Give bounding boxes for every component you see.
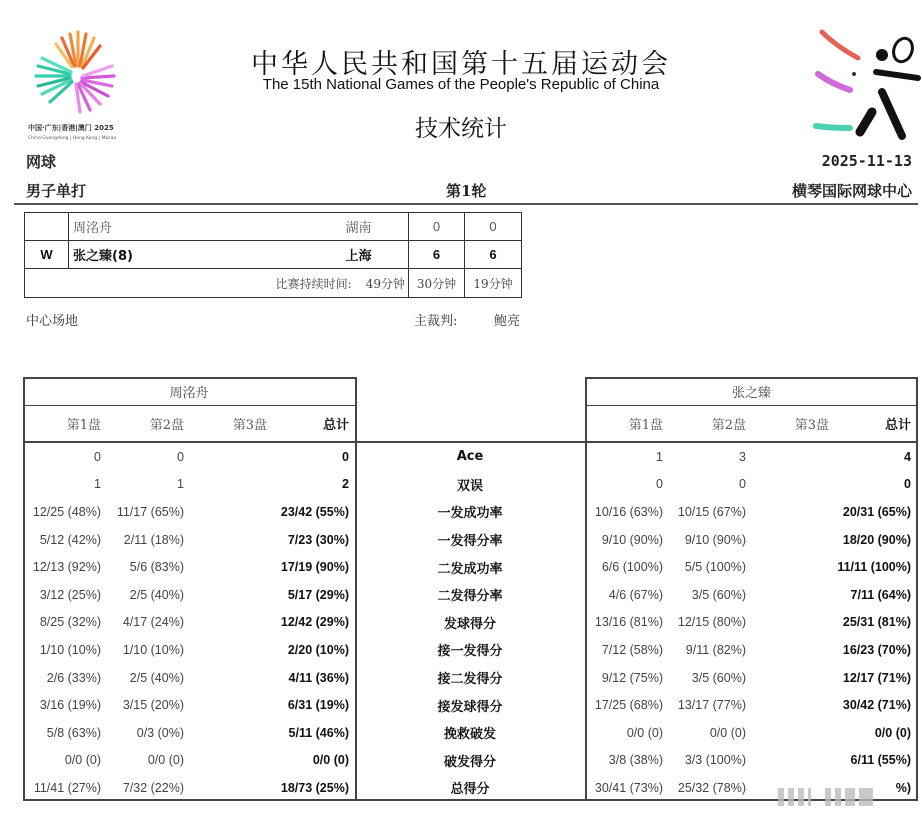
stat-label: 一发成功率 <box>437 506 503 522</box>
stat-total: 18/73 (25%) <box>280 780 349 795</box>
column-header: 第3盘 <box>794 417 829 433</box>
stat-label: 接二发得分 <box>437 672 503 688</box>
stat-label-row <box>355 581 585 609</box>
stat-row-left <box>23 774 355 802</box>
stat-set-value: 3/5 (60%) <box>691 670 746 685</box>
match-date: 2025-11-13 <box>821 152 912 170</box>
stat-row-right <box>585 691 918 719</box>
stat-total: 20/31 (65%) <box>842 504 911 519</box>
stat-label: 接发球得分 <box>437 699 503 715</box>
stat-label-row <box>355 747 585 775</box>
stat-row-left <box>23 553 355 581</box>
stat-total: 23/42 (55%) <box>280 504 349 519</box>
player-team: 湖南 <box>309 213 409 240</box>
stat-set-value: 0/0 (0) <box>147 753 184 768</box>
duration-label: 比赛持续时间: <box>275 276 352 291</box>
stat-total: 6/31 (19%) <box>287 698 349 713</box>
stat-set-value: 7/12 (58%) <box>601 642 663 657</box>
scoreboard-duration-row <box>25 269 521 297</box>
round-name: 第1轮 <box>446 182 487 200</box>
stat-label: 发球得分 <box>443 616 496 632</box>
stat-label-row <box>355 719 585 747</box>
stat-set-value: 12/25 (48%) <box>32 504 101 519</box>
duration-label-cell <box>25 269 409 297</box>
stat-row-left <box>23 719 355 747</box>
stat-set-value: 1 <box>656 449 663 464</box>
stat-set-value: 4/6 (67%) <box>608 587 663 602</box>
stat-set-value: 10/16 (63%) <box>594 504 663 519</box>
stat-set-value: 3 <box>739 449 746 464</box>
stat-row-right <box>585 609 918 637</box>
duration-total: 49分钟 <box>365 276 405 291</box>
stat-set-value: 3/16 (19%) <box>39 698 101 713</box>
stat-row-left <box>23 498 355 526</box>
stat-set-value: 2/11 (18%) <box>123 532 184 547</box>
stat-row-left <box>23 471 355 499</box>
stat-row-right <box>585 747 918 775</box>
stat-set-value: 13/17 (77%) <box>677 698 746 713</box>
stat-label-row <box>355 774 585 802</box>
player-team: 上海 <box>309 241 409 268</box>
stat-label: 一发得分率 <box>437 534 503 550</box>
stat-label-row <box>355 609 585 637</box>
stat-row-right <box>585 553 918 581</box>
stat-set-value: 3/5 (60%) <box>691 587 746 602</box>
stat-total: 2 <box>342 477 349 492</box>
stat-total: 5/11 (46%) <box>288 725 349 740</box>
stat-set-value: 0 <box>94 449 101 464</box>
stat-set-value: 1/10 (10%) <box>39 642 101 657</box>
stat-row-left <box>23 443 355 471</box>
stat-total: 12/17 (71%) <box>842 670 911 685</box>
stat-set-value: 11/41 (27%) <box>33 780 101 795</box>
set-score: 6 <box>489 247 497 262</box>
column-header: 第2盘 <box>149 417 184 433</box>
stat-set-value: 0/0 (0) <box>64 753 101 768</box>
stat-set-value: 9/11 (82%) <box>685 642 746 657</box>
stat-set-value: 3/3 (100%) <box>684 753 746 768</box>
stat-label-row <box>355 498 585 526</box>
stat-set-value: 17/25 (68%) <box>594 698 663 713</box>
svg-text:China·Guangdong | Hong Kong |: China·Guangdong | Hong Kong | Macao <box>28 136 117 141</box>
winner-mark <box>25 213 69 240</box>
stat-row-left <box>23 609 355 637</box>
stat-total: 7/23 (30%) <box>287 532 349 547</box>
stat-total: 6/11 (55%) <box>850 753 911 768</box>
left-player-stats <box>23 443 355 802</box>
stat-row-right <box>585 719 918 747</box>
stat-set-value: 0/0 (0) <box>709 725 746 740</box>
winner-mark: W <box>25 241 69 268</box>
stat-set-value: 1 <box>94 477 101 492</box>
stat-row-right <box>585 581 918 609</box>
stat-row-left <box>23 747 355 775</box>
stat-total: 18/20 (90%) <box>842 532 911 547</box>
stat-set-value: 1/10 (10%) <box>122 642 184 657</box>
stat-total: 17/19 (90%) <box>280 560 349 575</box>
column-header: 第3盘 <box>232 417 267 433</box>
set-score: 6 <box>409 241 465 268</box>
stat-total: 12/42 (29%) <box>280 615 349 630</box>
stat-row-left <box>23 664 355 692</box>
stat-set-value: 2/5 (40%) <box>129 587 184 602</box>
stat-total: 4/11 (36%) <box>288 670 349 685</box>
stat-label-row <box>355 691 585 719</box>
left-column-headers <box>23 405 355 441</box>
stat-set-value: 12/13 (92%) <box>32 560 101 575</box>
stat-set-value: 5/12 (42%) <box>39 532 101 547</box>
stat-set-value: 0/3 (0%) <box>136 725 184 740</box>
stat-label: Ace <box>456 449 484 465</box>
stat-set-value: 25/32 (78%) <box>677 780 746 795</box>
stat-total: 30/42 (71%) <box>842 698 911 713</box>
stat-row-right <box>585 636 918 664</box>
column-header-total: 总计 <box>884 417 911 433</box>
set-score: 0 <box>489 219 497 234</box>
stat-set-value: 9/12 (75%) <box>601 670 663 685</box>
stat-label-row <box>355 553 585 581</box>
scoreboard <box>24 212 522 298</box>
column-header: 第2盘 <box>711 417 746 433</box>
stat-row-right <box>585 471 918 499</box>
umpire-label: 主裁判: <box>414 314 458 329</box>
stat-set-value: 8/25 (32%) <box>39 615 101 630</box>
stat-label: 双误 <box>456 478 483 494</box>
stat-set-value: 0 <box>656 477 663 492</box>
stat-set-value: 10/15 (67%) <box>677 504 746 519</box>
tennis-pictogram-icon <box>806 28 922 144</box>
stat-row-left <box>23 526 355 554</box>
left-player-header: 周洺舟 <box>169 385 209 401</box>
stat-set-value: 0 <box>739 477 746 492</box>
stat-set-value: 0/0 (0) <box>626 725 663 740</box>
stat-total: 25/31 (81%) <box>842 615 911 630</box>
court-name: 中心场地 <box>26 314 79 329</box>
stat-set-value: 5/6 (83%) <box>129 560 184 575</box>
stat-set-value: 7/32 (22%) <box>122 780 184 795</box>
umpire-name: 鲍亮 <box>494 314 521 329</box>
stat-set-value: 2/5 (40%) <box>129 670 184 685</box>
stat-total: 0/0 (0) <box>874 725 911 740</box>
page-title-cn: 中华人民共和国第十五届运动会 <box>251 49 671 80</box>
stat-set-value: 6/6 (100%) <box>601 560 663 575</box>
stat-label: 二发得分率 <box>437 589 503 605</box>
right-player-header: 张之臻 <box>731 385 771 401</box>
stat-row-left <box>23 691 355 719</box>
stat-total: 16/23 (70%) <box>842 642 911 657</box>
stat-set-value: 3/12 (25%) <box>39 587 101 602</box>
stat-total: 0 <box>904 477 911 492</box>
stat-label-row <box>355 471 585 499</box>
stat-label-row <box>355 664 585 692</box>
stat-total: 4 <box>904 449 911 464</box>
stat-row-right <box>585 443 918 471</box>
stat-set-value: 9/10 (90%) <box>601 532 663 547</box>
stat-row-right <box>585 664 918 692</box>
stat-set-value: 1 <box>177 477 184 492</box>
stat-label: 二发成功率 <box>437 561 503 577</box>
stat-set-value: 9/10 (90%) <box>684 532 746 547</box>
player-name: 张之臻(8) <box>73 249 133 264</box>
stat-label-row <box>355 526 585 554</box>
stat-set-value: 3/15 (20%) <box>122 698 184 713</box>
stat-set-value: 11/17 (65%) <box>116 504 184 519</box>
stat-label: 破发得分 <box>443 754 496 770</box>
stat-label-row <box>355 443 585 471</box>
right-column-headers <box>585 405 918 441</box>
stat-set-value: 0 <box>177 449 184 464</box>
venue-name: 横琴国际网球中心 <box>791 182 912 200</box>
stat-set-value: 12/15 (80%) <box>677 615 746 630</box>
stat-row-right <box>585 526 918 554</box>
right-player-stats <box>585 443 918 802</box>
page-title-en: The 15th National Games of the People's Republic of China <box>262 76 660 93</box>
stat-set-value: 5/5 (100%) <box>684 560 746 575</box>
set-score: 0 <box>409 213 465 240</box>
stat-label: 挽救破发 <box>443 727 496 743</box>
header-divider <box>14 203 918 205</box>
stat-set-value: 5/8 (63%) <box>46 725 101 740</box>
stat-label-row <box>355 636 585 664</box>
stat-row-left <box>23 636 355 664</box>
column-header-total: 总计 <box>322 417 349 433</box>
scoreboard-row-player1 <box>25 213 521 241</box>
stat-labels <box>355 443 585 802</box>
stat-total: 0 <box>342 449 349 464</box>
stat-total: 0/0 (0) <box>312 753 349 768</box>
stat-set-value: 4/17 (24%) <box>122 615 184 630</box>
player-name: 周洺舟 <box>73 221 113 236</box>
column-header: 第1盘 <box>66 417 101 433</box>
set-duration: 30分钟 <box>409 269 465 297</box>
stat-row-left <box>23 581 355 609</box>
stat-row-right <box>585 498 918 526</box>
stat-set-value: 30/41 (73%) <box>594 780 663 795</box>
watermark-overlay <box>778 786 922 808</box>
stat-set-value: 13/16 (81%) <box>594 615 663 630</box>
document-subtitle: 技术统计 <box>415 116 507 142</box>
stat-label: 接一发得分 <box>437 644 503 660</box>
stat-total: 11/11 (100%) <box>837 560 911 575</box>
stat-set-value: 3/8 (38%) <box>608 753 663 768</box>
stat-total: 5/17 (29%) <box>287 587 349 602</box>
svg-text:中国·广东|香港|澳门 2025: 中国·广东|香港|澳门 2025 <box>28 124 114 132</box>
column-header: 第1盘 <box>628 417 663 433</box>
stat-label: 总得分 <box>450 782 490 798</box>
stats-table <box>23 377 918 801</box>
stat-total: %) <box>895 780 911 795</box>
scoreboard-row-player2 <box>25 241 521 269</box>
stat-set-value: 2/6 (33%) <box>46 670 101 685</box>
stat-total: 2/20 (10%) <box>287 642 349 657</box>
sport-name: 网球 <box>26 153 57 171</box>
stat-total: 7/11 (64%) <box>850 587 911 602</box>
event-name: 男子单打 <box>26 182 87 200</box>
set-duration: 19分钟 <box>473 276 513 291</box>
